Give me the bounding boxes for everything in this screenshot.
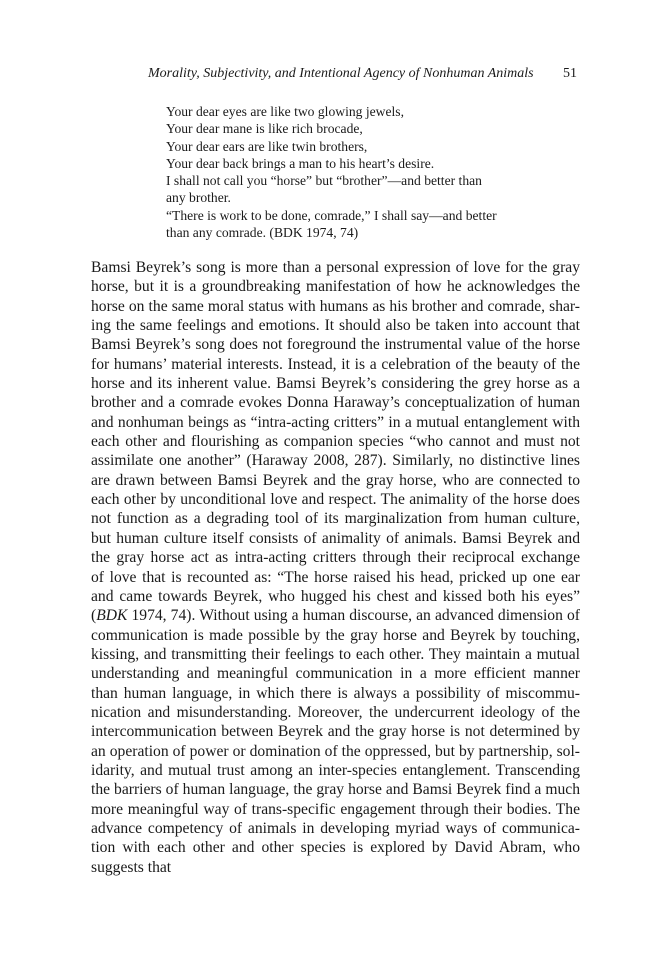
body-line: more meaningful way of trans-specific engagement through their bodies. The — [91, 800, 580, 818]
body-paragraph — [91, 258, 580, 877]
page-number: 51 — [563, 66, 577, 81]
verse-line: I shall not call you “horse” but “brother”—and better than — [166, 173, 482, 189]
body-line: the gray horse act as intra-acting critters through their reciprocal exchange — [91, 549, 580, 567]
verse-block-quote — [166, 103, 526, 241]
body-line: are drawn between Bamsi Beyrek and the gray horse, who are connected to — [91, 471, 580, 489]
body-line: each other and flourishing as companion species “who cannot and must not — [91, 433, 580, 451]
body-line: not function as a degrading tool of its marginalization from human culture, — [91, 510, 580, 528]
body-line: an operation of power or domination of the oppressed, but by partnership, sol- — [91, 742, 580, 760]
body-line: Bamsi Beyrek’s song does not foreground the instrumental value of the horse — [91, 336, 580, 354]
running-title: Morality, Subjectivity, and Intentional Agency of Nonhuman Animals — [148, 66, 534, 81]
body-line: understanding and meaningful communication in a more efficient manner — [91, 665, 580, 683]
body-line: (BDK 1974, 74). Without using a human discourse, an advanced dimension of — [91, 607, 580, 625]
body-line: for humans’ material interests. Instead, it is a celebration of the beauty of the — [91, 355, 580, 373]
body-line: nication and misunderstanding. Moreover, the undercurrent ideology of the — [91, 703, 580, 721]
body-line: idarity, and mutual trust among an inter-species entanglement. Transcending — [91, 761, 580, 779]
body-line: suggests that — [91, 858, 172, 876]
verse-line: “There is work to be done, comrade,” I shall say—and better — [166, 207, 497, 223]
body-line: communication is made possible by the gray horse and Beyrek by touching, — [91, 626, 580, 644]
body-line: and nonhuman beings as “intra-acting critters” in a mutual entanglement with — [91, 413, 580, 431]
body-line: advance competency of animals in developing myriad ways of communica- — [91, 819, 580, 837]
verse-line: Your dear eyes are like two glowing jewels, — [166, 104, 404, 119]
body-line: intercommunication between Beyrek and the gray horse is not determined by — [91, 723, 580, 741]
verse-line: Your dear back brings a man to his heart’s desire. — [166, 155, 435, 171]
body-line: ing the same feelings and emotions. It should also be taken into account that — [91, 317, 580, 335]
body-line: horse and its inherent value. Bamsi Beyrek’s considering the grey horse as a — [91, 375, 580, 393]
running-header — [148, 66, 577, 86]
verse-line: than any comrade. (BDK 1974, 74) — [166, 225, 359, 241]
body-line: than human language, in which there is always a possibility of miscommu- — [91, 684, 580, 702]
body-line: kissing, and transmitting their feelings to each other. They maintain a mutual — [91, 645, 580, 663]
verse-line: Your dear ears are like twin brothers, — [166, 138, 368, 154]
body-line: of love that is recounted as: “The horse raised his head, pricked up one ear — [91, 568, 580, 586]
body-line: horse on the same moral status with humans as his brother and comrade, shar- — [91, 297, 580, 315]
body-line: but human culture itself consists of animality of animals. Bamsi Beyrek and — [91, 529, 580, 547]
body-line: assimilate one another” (Haraway 2008, 287). Similarly, no distinctive lines — [91, 452, 580, 470]
body-line: horse, but it is a groundbreaking manifestation of how he acknowledges the — [91, 278, 580, 296]
body-line: the barriers of human language, the gray horse and Bamsi Beyrek find a much — [91, 781, 580, 799]
body-line: tion with each other and other species is explored by David Abram, who — [91, 839, 580, 857]
body-line: and came towards Beyrek, who hugged his chest and kissed both his eyes” — [91, 587, 580, 605]
body-line: each other by unconditional love and respect. The animality of the horse does — [91, 491, 580, 509]
verse-line: Your dear mane is like rich brocade, — [166, 121, 363, 137]
verse-line: any brother. — [166, 190, 231, 206]
body-line: Bamsi Beyrek’s song is more than a personal expression of love for the gray — [91, 259, 580, 276]
body-line: brother and a comrade evokes Donna Haraway’s conceptualization of human — [91, 394, 580, 412]
